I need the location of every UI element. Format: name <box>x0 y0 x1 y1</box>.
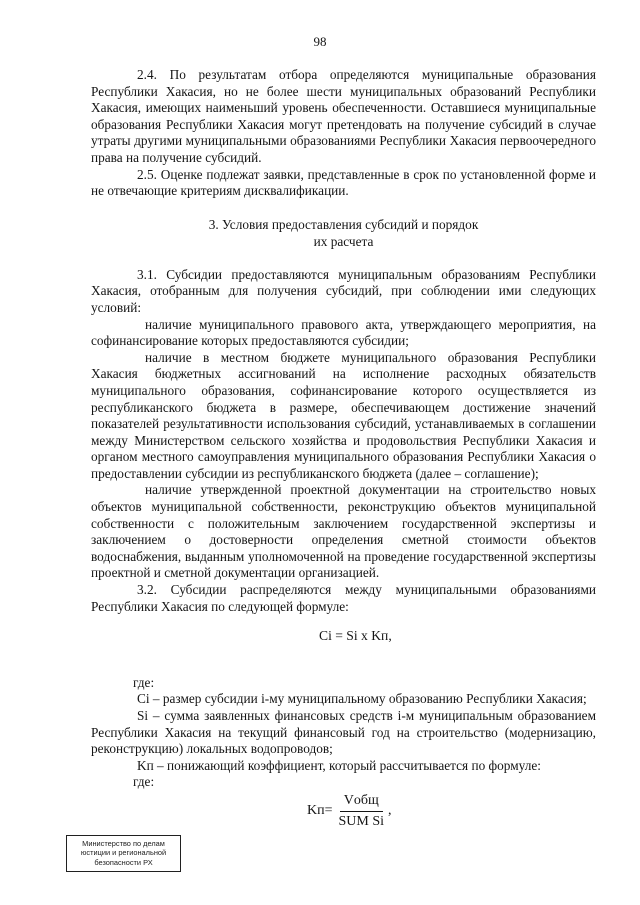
condition-project-docs: наличие утвержденной проектной документации на строительство новых объектов муниципальной собственности, реконструкцию объектов муниципальной собственности с положительным заключением государственной экспертизы и заключением о достоверности определения сметной стоимости объектов водоснабжения, выданным уполномоченной на проведение государственной экспертизы проектной и сметной документации организацией. <box>91 482 596 581</box>
page-number: 98 <box>313 34 327 49</box>
condition-budget: наличие в местном бюджете муниципального образования Республики Хакасия бюджетных ассигнований на исполнение расходных обязательств муниципального образования, софинансирование которого осуществляется из республиканского бюджета в размере, обеспечивающем достижение значений показателей результативности использования субсидий, устанавливаемых в соглашении между Министерством сельского хозяйства и продовольствия Республики Хакасия и органом местного самоуправления муниципального образования Республики Хакасия о предоставлении субсидии из республиканского бюджета (далее – соглашение); <box>91 349 596 481</box>
definition-kp: Kп – понижающий коэффициент, который рассчитывается по формуле: <box>137 757 541 773</box>
where-label: где: <box>133 674 155 690</box>
condition-legal-act: наличие муниципального правового акта, утверждающего мероприятия, на софинансирование которых предоставляются субсидии; <box>91 316 596 349</box>
formula-kp-numerator: Vобщ <box>340 793 383 812</box>
paragraph-3-1: 3.1. Субсидии предоставляются муниципальным образованиям Республики Хакасия, отобранным для получения субсидий, при соблюдении ими следующих условий: <box>91 266 596 315</box>
stamp-line1: Министерство по делам <box>82 839 165 848</box>
section-heading-line2: их расчета <box>313 233 374 249</box>
paragraph-2-5: 2.5. Оценке подлежат заявки, представленные в срок по установленной форме и не отвечающие критериям дисквалификации. <box>91 166 596 199</box>
formula-kp-lhs: Kп= <box>307 803 333 819</box>
formula-kp-denominator: SUM Si <box>338 813 385 829</box>
document-body <box>91 67 596 830</box>
definition-ci: Ci – размер субсидии i-му муниципальному образованию Республики Хакасия; <box>137 691 587 707</box>
section-heading <box>91 216 596 250</box>
paragraph-2-4: 2.4. По результатам отбора определяются муниципальные образования Республики Хакасия, но не более шести муниципальных образований Республики Хакасия, имеющих наименьший уровень обеспеченности. Оставшиеся муниципальные образования Республики Хакасия могут претендовать на получение субсидий в случае утраты другими муниципальными образованиями Республики Хакасия первоочередного права на получение субсидий. <box>91 67 596 165</box>
paragraph-3-2: 3.2. Субсидии распределяются между муниципальными образованиями Республики Хакасия по следующей формуле: <box>91 582 596 614</box>
stamp-line2: юстиции и региональной <box>80 848 167 858</box>
ministry-stamp <box>66 835 181 872</box>
where-label-2: где: <box>133 774 155 790</box>
stamp-line3: безопасности РХ <box>94 857 153 867</box>
formula-kp-comma: , <box>388 803 392 819</box>
formula-kp <box>307 793 596 830</box>
definition-si: Si – сумма заявленных финансовых средств i-м муниципальным образованием Республики Хакасия на текущий финансовый год на строительство (модернизацию, реконструкцию) локальных водопроводов; <box>91 708 596 757</box>
formula-ci: Ci = Si x Kп, <box>319 628 392 644</box>
formula-kp-fraction <box>335 793 389 830</box>
section-heading-line1: 3. Условия предоставления субсидий и порядок <box>208 216 479 232</box>
